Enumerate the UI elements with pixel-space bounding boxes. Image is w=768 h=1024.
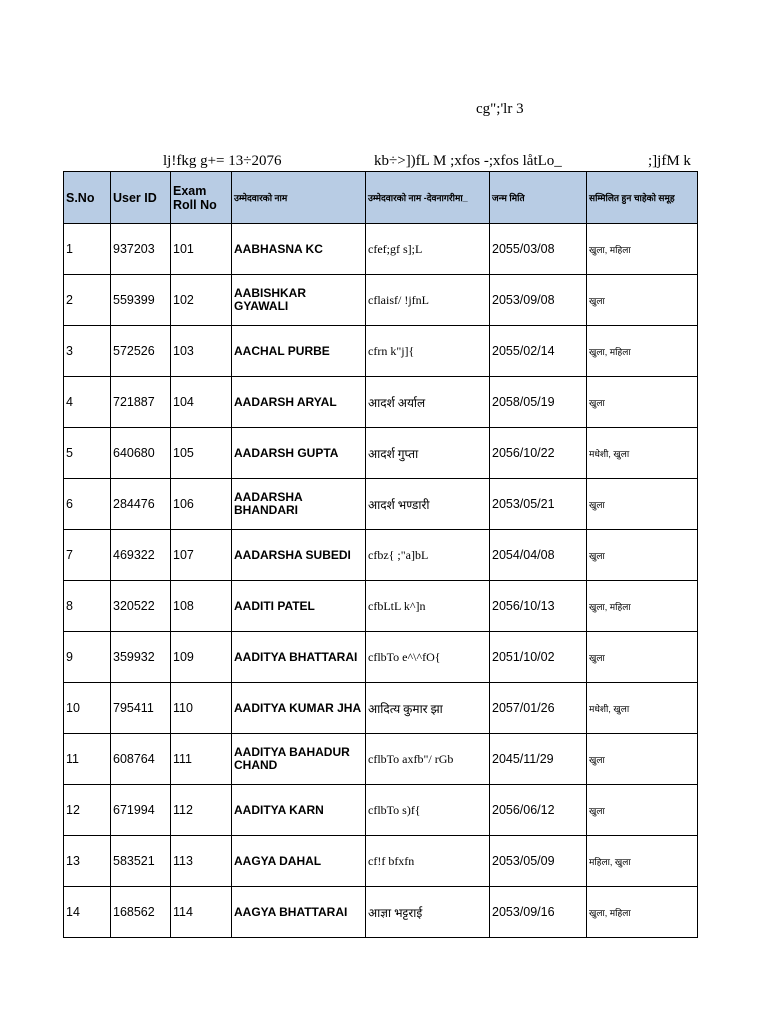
cell-group: खुला, महिला bbox=[587, 887, 698, 938]
cell-name-nepali: cfbz{ ;"a]bL bbox=[366, 530, 490, 581]
cell-sno: 9 bbox=[64, 632, 111, 683]
cell-name: AADARSH GUPTA bbox=[232, 428, 366, 479]
cell-roll: 109 bbox=[171, 632, 232, 683]
cell-sno: 8 bbox=[64, 581, 111, 632]
cell-group: खुला bbox=[587, 479, 698, 530]
col-header-user-id: User ID bbox=[111, 172, 171, 224]
col-header-dob: जन्म मिति bbox=[490, 172, 587, 224]
cell-dob: 2058/05/19 bbox=[490, 377, 587, 428]
table-row bbox=[64, 887, 698, 938]
cell-group: खुला, महिला bbox=[587, 224, 698, 275]
table-row bbox=[64, 326, 698, 377]
table-row bbox=[64, 224, 698, 275]
cell-user-id: 608764 bbox=[111, 734, 171, 785]
cell-dob: 2056/10/13 bbox=[490, 581, 587, 632]
cell-user-id: 671994 bbox=[111, 785, 171, 836]
table-row bbox=[64, 377, 698, 428]
cell-user-id: 640680 bbox=[111, 428, 171, 479]
cell-name-nepali: आदर्श भण्डारी bbox=[366, 479, 490, 530]
cell-sno: 14 bbox=[64, 887, 111, 938]
cell-roll: 111 bbox=[171, 734, 232, 785]
cell-roll: 104 bbox=[171, 377, 232, 428]
cell-name: AADARSH ARYAL bbox=[232, 377, 366, 428]
cell-name: AADITI PATEL bbox=[232, 581, 366, 632]
cell-user-id: 168562 bbox=[111, 887, 171, 938]
cell-group: खुला bbox=[587, 785, 698, 836]
table-row bbox=[64, 275, 698, 326]
cell-name-nepali: cflbTo axfb"/ rGb bbox=[366, 734, 490, 785]
cell-name-nepali: cflbTo e^\^fO{ bbox=[366, 632, 490, 683]
cell-group: महिला, खुला bbox=[587, 836, 698, 887]
cell-dob: 2051/10/02 bbox=[490, 632, 587, 683]
cell-dob: 2056/06/12 bbox=[490, 785, 587, 836]
cell-user-id: 795411 bbox=[111, 683, 171, 734]
cell-dob: 2056/10/22 bbox=[490, 428, 587, 479]
cell-roll: 103 bbox=[171, 326, 232, 377]
candidate-table bbox=[63, 171, 698, 938]
cell-sno: 13 bbox=[64, 836, 111, 887]
cell-name-nepali: cfef;gf s];L bbox=[366, 224, 490, 275]
table-row bbox=[64, 683, 698, 734]
cell-name-nepali: आदित्य कुमार झा bbox=[366, 683, 490, 734]
cell-dob: 2053/05/09 bbox=[490, 836, 587, 887]
cell-roll: 106 bbox=[171, 479, 232, 530]
table-header-row bbox=[64, 172, 698, 224]
cell-name-nepali: cf!f bfxfn bbox=[366, 836, 490, 887]
cell-user-id: 284476 bbox=[111, 479, 171, 530]
cell-roll: 108 bbox=[171, 581, 232, 632]
cell-roll: 105 bbox=[171, 428, 232, 479]
cell-name: AABISHKAR GYAWALI bbox=[232, 275, 366, 326]
cell-dob: 2057/01/26 bbox=[490, 683, 587, 734]
cell-user-id: 469322 bbox=[111, 530, 171, 581]
cell-dob: 2055/02/14 bbox=[490, 326, 587, 377]
cell-roll: 102 bbox=[171, 275, 232, 326]
cell-dob: 2054/04/08 bbox=[490, 530, 587, 581]
cell-user-id: 721887 bbox=[111, 377, 171, 428]
cell-group: खुला bbox=[587, 530, 698, 581]
cell-sno: 5 bbox=[64, 428, 111, 479]
cell-name-nepali: आज्ञा भट्टराई bbox=[366, 887, 490, 938]
cell-dob: 2055/03/08 bbox=[490, 224, 587, 275]
cell-user-id: 320522 bbox=[111, 581, 171, 632]
cell-user-id: 359932 bbox=[111, 632, 171, 683]
cell-group: खुला bbox=[587, 275, 698, 326]
cell-name-nepali: आदर्श अर्याल bbox=[366, 377, 490, 428]
cell-dob: 2053/09/16 bbox=[490, 887, 587, 938]
cell-roll: 101 bbox=[171, 224, 232, 275]
table-row bbox=[64, 785, 698, 836]
cell-roll: 112 bbox=[171, 785, 232, 836]
cell-name: AAGYA BHATTARAI bbox=[232, 887, 366, 938]
cell-name: AABHASNA KC bbox=[232, 224, 366, 275]
table-row bbox=[64, 530, 698, 581]
cell-user-id: 937203 bbox=[111, 224, 171, 275]
cell-sno: 11 bbox=[64, 734, 111, 785]
cell-dob: 2045/11/29 bbox=[490, 734, 587, 785]
cell-sno: 12 bbox=[64, 785, 111, 836]
cell-name: AADITYA KARN bbox=[232, 785, 366, 836]
col-header-name-nepali: उम्मेदवारको नाम -देवनागरीमा_ bbox=[366, 172, 490, 224]
cell-name-nepali: cflaisf/ !jfnL bbox=[366, 275, 490, 326]
cell-roll: 113 bbox=[171, 836, 232, 887]
post-title: kb÷>])fL M ;xfos -;xfos låtLo_ bbox=[374, 153, 562, 169]
annex-label: cg";'lr 3 bbox=[476, 101, 524, 117]
cell-sno: 10 bbox=[64, 683, 111, 734]
cell-name: AAGYA DAHAL bbox=[232, 836, 366, 887]
cell-roll: 107 bbox=[171, 530, 232, 581]
table-row bbox=[64, 734, 698, 785]
cell-group: खुला, महिला bbox=[587, 581, 698, 632]
cell-sno: 6 bbox=[64, 479, 111, 530]
table-row bbox=[64, 479, 698, 530]
cell-group: खुला bbox=[587, 632, 698, 683]
cell-user-id: 559399 bbox=[111, 275, 171, 326]
col-header-name: उम्मेदवारको नाम bbox=[232, 172, 366, 224]
table-row bbox=[64, 581, 698, 632]
cell-name-nepali: cfbLtL k^]n bbox=[366, 581, 490, 632]
cell-roll: 110 bbox=[171, 683, 232, 734]
cell-sno: 3 bbox=[64, 326, 111, 377]
cell-user-id: 572526 bbox=[111, 326, 171, 377]
cell-dob: 2053/09/08 bbox=[490, 275, 587, 326]
cell-sno: 2 bbox=[64, 275, 111, 326]
cell-group: खुला bbox=[587, 377, 698, 428]
cell-dob: 2053/05/21 bbox=[490, 479, 587, 530]
table-row bbox=[64, 632, 698, 683]
service-label: ;]jfM k bbox=[648, 153, 691, 169]
table-row bbox=[64, 428, 698, 479]
cell-sno: 7 bbox=[64, 530, 111, 581]
col-header-roll: Exam Roll No bbox=[171, 172, 232, 224]
cell-group: मधेशी, खुला bbox=[587, 683, 698, 734]
cell-name-nepali: आदर्श गुप्ता bbox=[366, 428, 490, 479]
cell-name: AADITYA BHATTARAI bbox=[232, 632, 366, 683]
cell-roll: 114 bbox=[171, 887, 232, 938]
cell-group: खुला bbox=[587, 734, 698, 785]
cell-name: AADITYA KUMAR JHA bbox=[232, 683, 366, 734]
cell-sno: 1 bbox=[64, 224, 111, 275]
cell-group: खुला, महिला bbox=[587, 326, 698, 377]
col-header-group: सम्मिलित हुन चाहेको समूह bbox=[587, 172, 698, 224]
cell-name: AACHAL PURBE bbox=[232, 326, 366, 377]
cell-group: मधेशी, खुला bbox=[587, 428, 698, 479]
cell-name: AADITYA BAHADUR CHAND bbox=[232, 734, 366, 785]
cell-sno: 4 bbox=[64, 377, 111, 428]
cell-user-id: 583521 bbox=[111, 836, 171, 887]
cell-name-nepali: cfrn k"j]{ bbox=[366, 326, 490, 377]
table-row bbox=[64, 836, 698, 887]
cell-name: AADARSHA SUBEDI bbox=[232, 530, 366, 581]
cell-name-nepali: cflbTo s)f{ bbox=[366, 785, 490, 836]
cell-name: AADARSHA BHANDARI bbox=[232, 479, 366, 530]
notice-number: lj!fkg g+= 13÷2076 bbox=[163, 153, 282, 169]
col-header-sno: S.No bbox=[64, 172, 111, 224]
